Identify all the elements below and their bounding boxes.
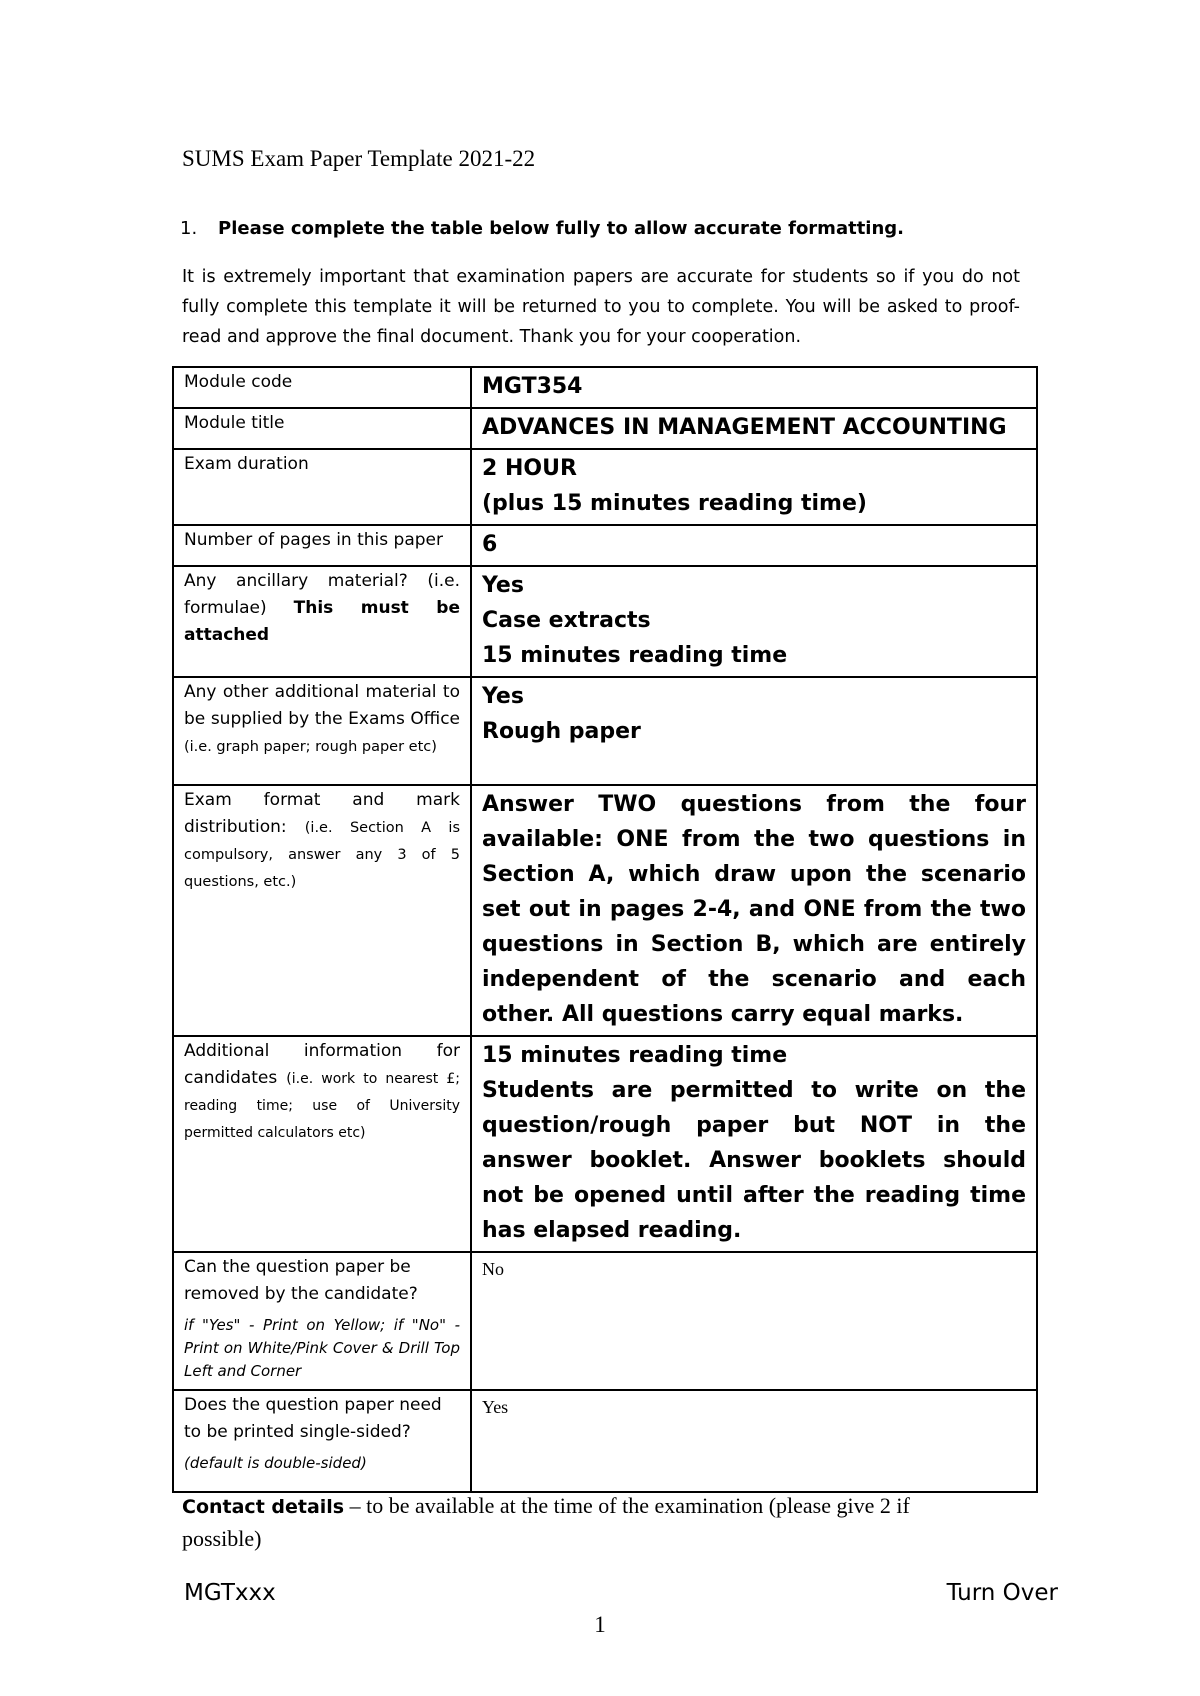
exam-duration-reading: (plus 15 minutes reading time) <box>482 491 867 516</box>
module-code-value: MGT354 <box>471 367 1037 408</box>
heading-number: 1. <box>180 218 198 239</box>
ancillary-label-bold: This must be attached <box>184 598 460 645</box>
ancillary-value <box>471 566 1037 677</box>
additional-info-label-small: (i.e. work to nearest £; reading time; use of University permitted calculators etc) <box>184 1071 460 1141</box>
document-title: SUMS Exam Paper Template 2021-22 <box>182 146 536 171</box>
table-row <box>173 1390 1037 1492</box>
removable-label <box>173 1252 471 1390</box>
removable-note: if "Yes" - Print on Yellow; if "No" - Print on White/Pink Cover & Drill Top Left and Corner <box>184 1316 460 1380</box>
module-title-value: ADVANCES IN MANAGEMENT ACCOUNTING <box>471 408 1037 449</box>
pages-value: 6 <box>471 525 1037 566</box>
ancillary-label <box>173 566 471 677</box>
single-sided-label-text: Does the question paper need to be printed single-sided? <box>184 1395 442 1442</box>
footer-module-code: MGTxxx <box>184 1580 276 1606</box>
pages-label: Number of pages in this paper <box>173 525 471 566</box>
footer-turn-over: Turn Over <box>946 1580 1058 1606</box>
exam-format-label-text: Exam format and mark distribution: <box>184 790 460 837</box>
single-sided-label <box>173 1390 471 1492</box>
additional-material-label-text: Any other additional material to be supplied by the Exams Office <box>184 682 460 729</box>
removable-value: No <box>471 1252 1037 1390</box>
page-number: 1 <box>594 1612 606 1637</box>
ancillary-value-line3: 15 minutes reading time <box>482 643 788 668</box>
table-row <box>173 367 1037 408</box>
contact-text: – to be available at the time of the examination (please give 2 if possible) <box>182 1493 910 1551</box>
exam-duration-label: Exam duration <box>173 449 471 525</box>
exam-format-value: Answer TWO questions from the four available: ONE from the two questions in Section A, which draw upon the scenario set out in pages 2-4, and ONE from the two questions in Section B, which are entirely independent of the scenario and each other. All questions carry equal marks. <box>471 785 1037 1036</box>
additional-info-value <box>471 1036 1037 1252</box>
module-code-label: Module code <box>173 367 471 408</box>
heading-text: Please complete the table below fully to allow accurate formatting. <box>218 218 905 239</box>
table-row <box>173 677 1037 785</box>
additional-material-value-line1: Yes <box>482 684 524 709</box>
additional-info-value-line2: Students are permitted to write on the question/rough paper but NOT in the answer booklet. Answer booklets should not be opened until after the reading time has elapsed reading. <box>482 1078 1026 1243</box>
table-row <box>173 525 1037 566</box>
single-sided-note: (default is double-sided) <box>184 1454 367 1472</box>
table-row <box>173 449 1037 525</box>
table-row <box>173 785 1037 1036</box>
exam-duration-hours: 2 HOUR <box>482 456 577 481</box>
exam-info-table <box>172 366 1038 1493</box>
contact-details <box>182 1490 982 1555</box>
module-title-label: Module title <box>173 408 471 449</box>
table-row <box>173 1036 1037 1252</box>
intro-paragraph: It is extremely important that examination papers are accurate for students so if you do not fully complete this template it will be returned to you to complete. You will be asked to proof-read and approve the final document. Thank you for your cooperation. <box>182 267 1020 347</box>
table-row <box>173 566 1037 677</box>
exam-format-label-small: (i.e. Section A is compulsory, answer any 3 of 5 questions, etc.) <box>184 820 461 890</box>
ancillary-value-line1: Yes <box>482 573 524 598</box>
exam-duration-value <box>471 449 1037 525</box>
additional-info-label-text: Additional information for candidates <box>184 1041 460 1088</box>
removable-label-text: Can the question paper be removed by the candidate? <box>184 1257 418 1304</box>
additional-material-label-small: (i.e. graph paper; rough paper etc) <box>184 739 437 755</box>
ancillary-label-text: Any ancillary material? (i.e. formulae) <box>184 571 460 618</box>
additional-info-label <box>173 1036 471 1252</box>
table-row <box>173 1252 1037 1390</box>
exam-format-label <box>173 785 471 1036</box>
single-sided-value: Yes <box>471 1390 1037 1492</box>
additional-info-value-line1: 15 minutes reading time <box>482 1043 788 1068</box>
additional-material-value-line2: Rough paper <box>482 719 641 744</box>
contact-label: Contact details <box>182 1496 345 1518</box>
additional-material-value <box>471 677 1037 785</box>
additional-material-label <box>173 677 471 785</box>
ancillary-value-line2: Case extracts <box>482 608 651 633</box>
table-row <box>173 408 1037 449</box>
section-heading <box>180 218 905 239</box>
